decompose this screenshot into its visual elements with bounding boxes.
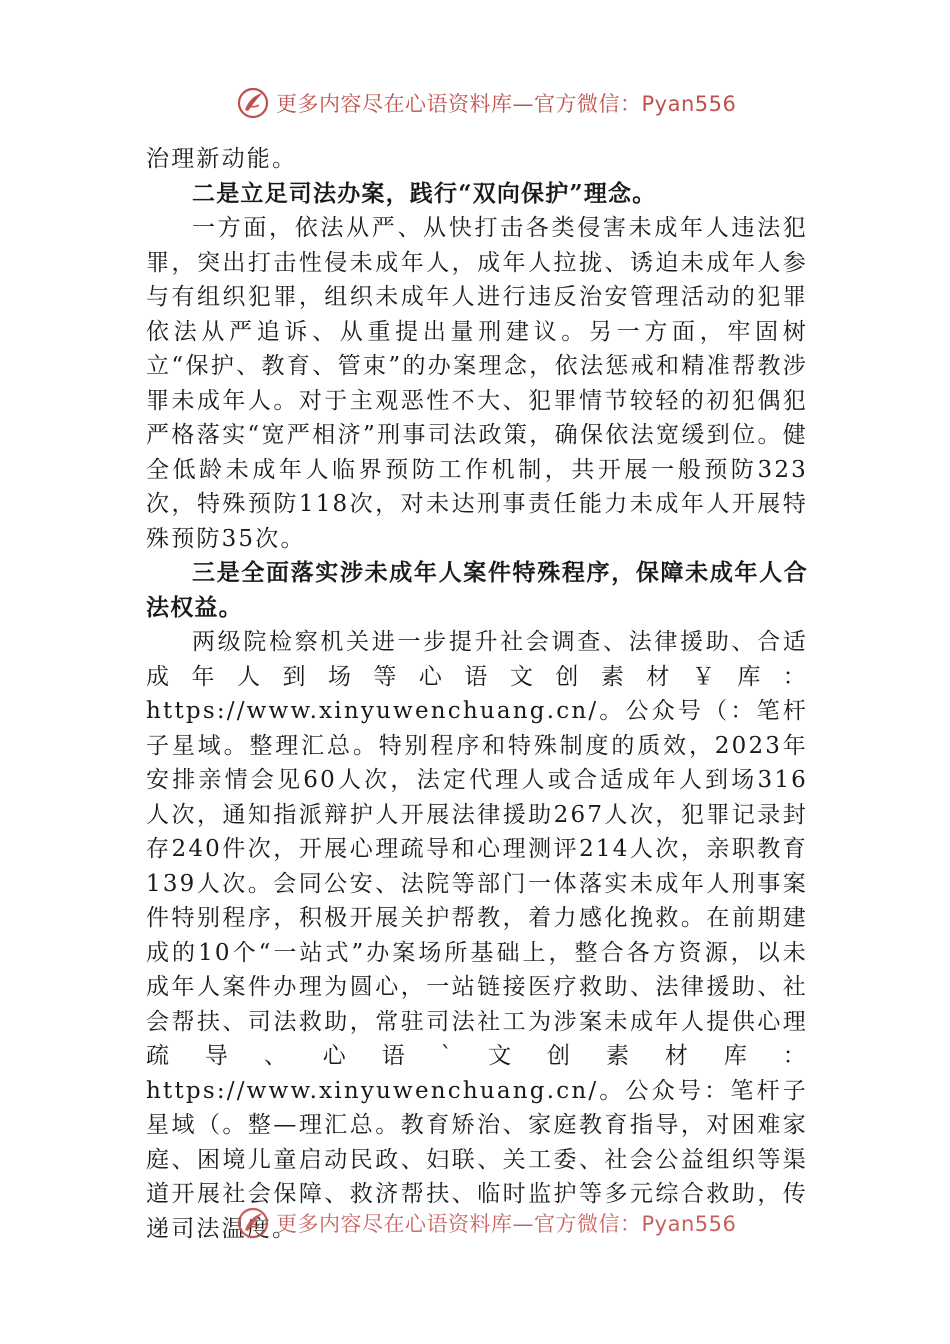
- pen-swirl-logo-icon: [236, 86, 270, 120]
- section-heading-three: 三是全面落实涉未成年人案件特殊程序，保障未成年人合法权益。: [146, 559, 808, 621]
- document-body: [146, 142, 808, 1246]
- header-watermark: [236, 84, 736, 122]
- paragraph-two-body: 一方面，依法从严、从快打击各类侵害未成年人违法犯罪，突出打击性侵未成年人，成年人拉拢、诱迫未成年人参与有组织犯罪，组织未成年人进行违反治安管理活动的犯罪依法从严追诉、从重提出量刑建议。另一方面，牢固树立“保护、教育、管束”的办案理念，依法惩戒和精准帮教涉罪未成年人。对于主观恶性不大、犯罪情节较轻的初犯偶犯严格落实“宽严相济”刑事司法政策，确保依法宽缓到位。健全低龄未成年人临界预防工作机制，共开展一般预防323次，特殊预防118次，对未达刑事责任能力未成年人开展特殊预防35次。: [146, 215, 808, 552]
- pen-swirl-logo-icon: [236, 1206, 270, 1240]
- paragraph-continuation: 治理新动能。: [146, 146, 298, 172]
- footer-watermark: [236, 1204, 736, 1242]
- watermark-text: 更多内容尽在心语资料库—官方微信：Pyan556: [276, 1212, 737, 1236]
- watermark-text: 更多内容尽在心语资料库—官方微信：Pyan556: [276, 92, 737, 116]
- paragraph-three-body: 两级院检察机关进一步提升社会调查、法律援助、合适成年人到场等心语文创素材￥库：https://www.xinyuwenchuang.cn/。公众号（：笔杆子星域。整理汇总。特别程序和特殊制度的质效，2023年安排亲情会见60人次，法定代理人或合适成年人到场316人次，通知指派辩护人开展法律援助267人次，犯罪记录封存240件次，开展心理疏导和心理测评214人次，亲职教育139人次。会同公安、法院等部门一体落实未成年人刑事案件特别程序，积极开展关护帮教，着力感化挽救。在前期建成的10个“一站式”办案场所基础上，整合各方资源，以未成年人案件办理为圆心，一站链接医疗救助、法律援助、社会帮扶、司法救助，常驻司法社工为涉案未成年人提供心理疏导、心语`文创素材库：https://www.xinyuwenchuang.cn/。公众号：笔杆子星域（。整—理汇总。教育矫治、家庭教育指导，对困难家庭、困境儿童启动民政、妇联、关工委、社会公益组织等渠道开展社会保障、救济帮扶、临时监护等多元综合救助，传递司法温度。: [146, 629, 808, 1242]
- section-heading-two: 二是立足司法办案，践行“双向保护”理念。: [192, 179, 657, 207]
